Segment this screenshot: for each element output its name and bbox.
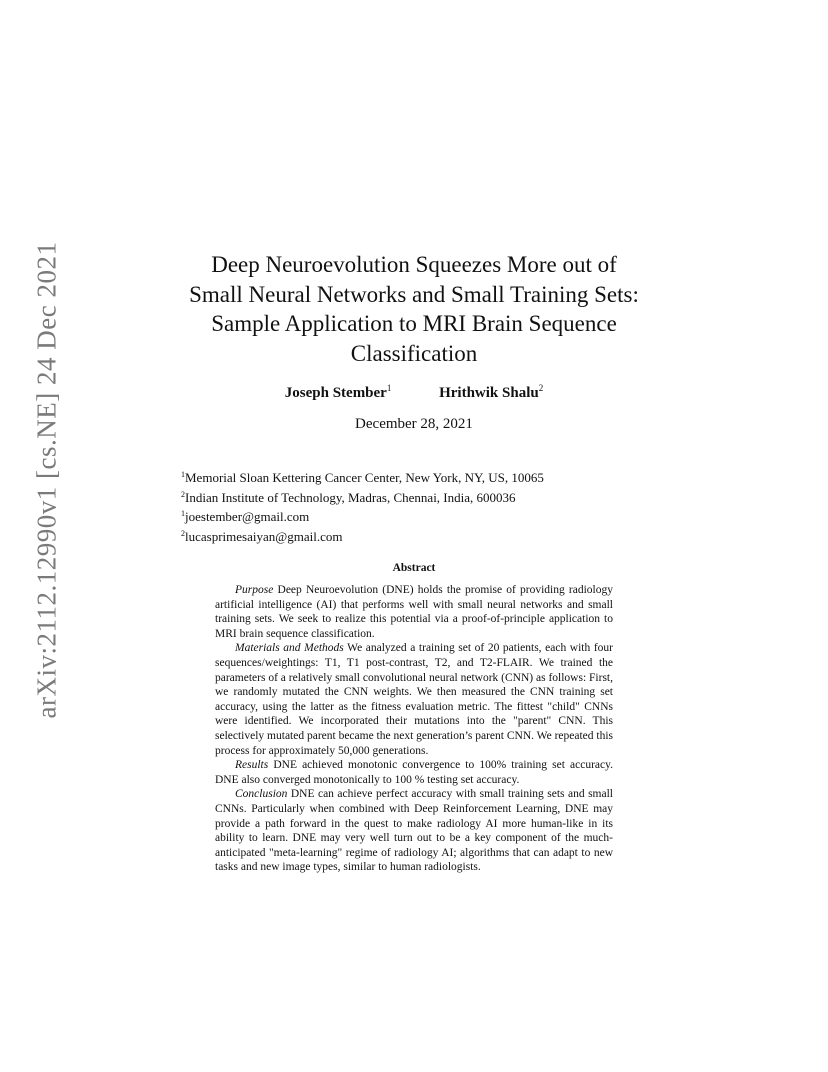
- paragraph-lead: Purpose: [235, 584, 274, 596]
- paragraph-lead: Results: [235, 759, 269, 772]
- affiliation-mark: 2: [181, 528, 185, 538]
- paper-title: [150, 250, 678, 368]
- author-name: Joseph Stember: [284, 385, 387, 401]
- affiliation: [181, 487, 651, 507]
- author-list: [150, 383, 678, 402]
- abstract-paragraph-purpose: [215, 583, 613, 641]
- author-affiliation-mark: 1: [386, 383, 392, 393]
- author-affiliation-mark: 2: [538, 383, 544, 393]
- affiliation-list: [181, 467, 651, 545]
- abstract-paragraph-results: [215, 758, 613, 787]
- paragraph-lead: Materials and Methods: [235, 642, 344, 655]
- abstract-body: [215, 583, 613, 875]
- email: [181, 526, 651, 546]
- paragraph-lead: Conclusion: [235, 788, 288, 801]
- title-line: Small Neural Networks and Small Training Sets:: [189, 281, 639, 307]
- email-text: lucasprimesaiyan@gmail.com: [185, 528, 343, 544]
- email: [181, 506, 651, 526]
- affiliation-mark: 2: [181, 489, 185, 499]
- affiliation-mark: 1: [181, 509, 185, 518]
- paragraph-text: DNE achieved monotonic convergence to 100% training set accuracy. DNE also converged monotonically to 100 % testing set accuracy.: [215, 759, 613, 786]
- affiliation: [181, 467, 651, 487]
- affiliation-text: Memorial Sloan Kettering Cancer Center, New York, NY, US, 10065: [185, 470, 544, 485]
- title-line: Sample Application to MRI Brain Sequence: [211, 311, 617, 336]
- abstract-paragraph-conclusion: [215, 787, 613, 875]
- abstract-heading: Abstract: [392, 562, 436, 574]
- email-text: joestember@gmail.com: [185, 509, 310, 524]
- paragraph-text: We analyzed a training set of 20 patients, each with four sequences/weightings: T1, T1 post-contrast, T2, and T2-FLAIR. We trained the parameters of a relatively small convolutional neural network (CNN) as follows: First, we randomly mutated the CNN weights. We then measured the CNN training set accuracy, using the latter as the fitness evaluation metric. The fittest "child" CNNs were identified. We incorporated their mutations into the "parent" CNN. This selectively mutated parent became the next generation’s parent CNN. We repeated this process for approximately 50,000 generations.: [215, 642, 614, 757]
- arxiv-identifier: arXiv:2112.12990v1 [cs.NE] 24 Dec 2021: [31, 241, 62, 719]
- paper-date: December 28, 2021: [355, 416, 473, 432]
- title-line: Classification: [350, 340, 478, 366]
- paragraph-text: Deep Neuroevolution (DNE) holds the promise of providing radiology artificial intelligence (AI) that performs well with small neural networks and small training sets. We seek to realize this potential via a proof-of-principle application to MRI brain sequence classification.: [215, 584, 613, 640]
- author: [439, 383, 543, 402]
- author-name: Hrithwik Shalu: [439, 385, 539, 401]
- affiliation-mark: 1: [181, 470, 185, 479]
- affiliation-text: Indian Institute of Technology, Madras, Chennai, India, 600036: [185, 489, 516, 505]
- author: [285, 383, 392, 402]
- paragraph-text: DNE can achieve perfect accuracy with small training sets and small CNNs. Particularly when combined with Deep Reinforcement Learning, DNE may provide a path forward in the quest to make radiology AI more human-like in its ability to learn. DNE may very well turn out to be a key component of the much-anticipated "meta-learning" regime of radiology AI; algorithms that can adapt to new tasks and new image types, similar to human radiologists.: [215, 788, 613, 874]
- title-line: Deep Neuroevolution Squeezes More out of: [211, 252, 617, 277]
- abstract-paragraph-methods: [215, 641, 613, 758]
